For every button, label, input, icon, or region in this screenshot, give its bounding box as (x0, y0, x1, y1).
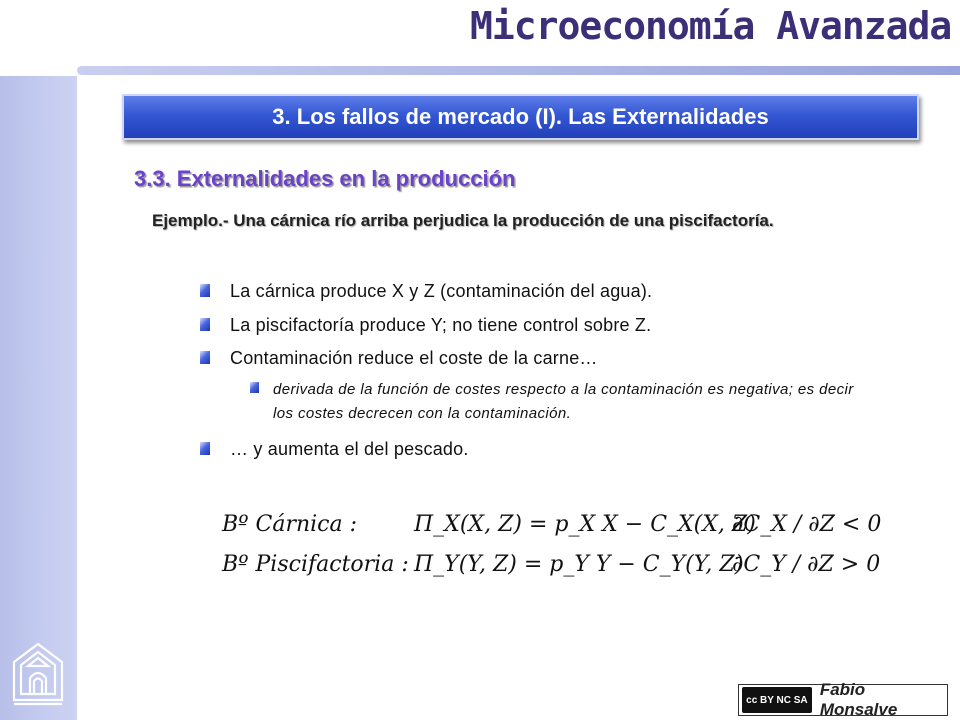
equation-profit-piscifactoria: Π_Y(Y, Z) = p_Y Y − C_Y(Y, Z) (414, 552, 744, 577)
bullet-text: La piscifactoría produce Y; no tiene control sobre Z. (230, 315, 652, 335)
sidebar-top-blank (0, 0, 77, 76)
bullet-square-icon (200, 351, 210, 364)
left-sidebar (0, 0, 77, 720)
bullet-text: … y aumenta el del pescado. (230, 439, 469, 459)
bullet-square-icon (200, 442, 210, 455)
header-divider (77, 66, 960, 75)
sub-bullet-item (250, 378, 873, 426)
bullet-text: Contaminación reduce el coste de la carne… (230, 348, 598, 368)
author-name: Fabio Monsalve (819, 680, 898, 719)
equation-label-piscifactoria: Bº Piscifactoria : (222, 552, 409, 577)
sub-bullet-square-icon (250, 382, 259, 393)
license-badge-icon: cc BY NC SA (742, 687, 812, 713)
equation-profit-carnica: Π_X(X, Z) = p_X X − C_X(X, Z) (414, 512, 756, 537)
app-title: Microeconomía Avanzada (470, 4, 952, 48)
subsection-title: 3.3. Externalidades en la producción (134, 166, 516, 191)
bullet-item (200, 439, 469, 460)
equation-condition-piscifactoria: ∂C_Y / ∂Z > 0 (732, 552, 881, 577)
bullet-square-icon (200, 318, 210, 331)
footer-badge (738, 680, 948, 719)
example-text: Ejemplo.- Una cárnica río arriba perjudica la producción de una piscifactoría. (152, 211, 774, 230)
bullet-text: La cárnica produce X y Z (contaminación del agua). (230, 281, 653, 301)
section-title-banner: 3. Los fallos de mercado (I). Las Externalidades (122, 94, 919, 140)
bullet-item (200, 281, 652, 302)
bullet-item (200, 348, 598, 369)
bullet-square-icon (200, 284, 210, 297)
equation-condition-carnica: ∂C_X / ∂Z < 0 (732, 512, 882, 537)
university-logo-icon (8, 640, 68, 710)
sub-bullet-text: derivada de la función de costes respecto a la contaminación es negativa; es decir los costes decrecen con la contaminación. (273, 381, 854, 422)
equation-label-carnica: Bº Cárnica : (222, 512, 358, 537)
bullet-item (200, 315, 651, 336)
